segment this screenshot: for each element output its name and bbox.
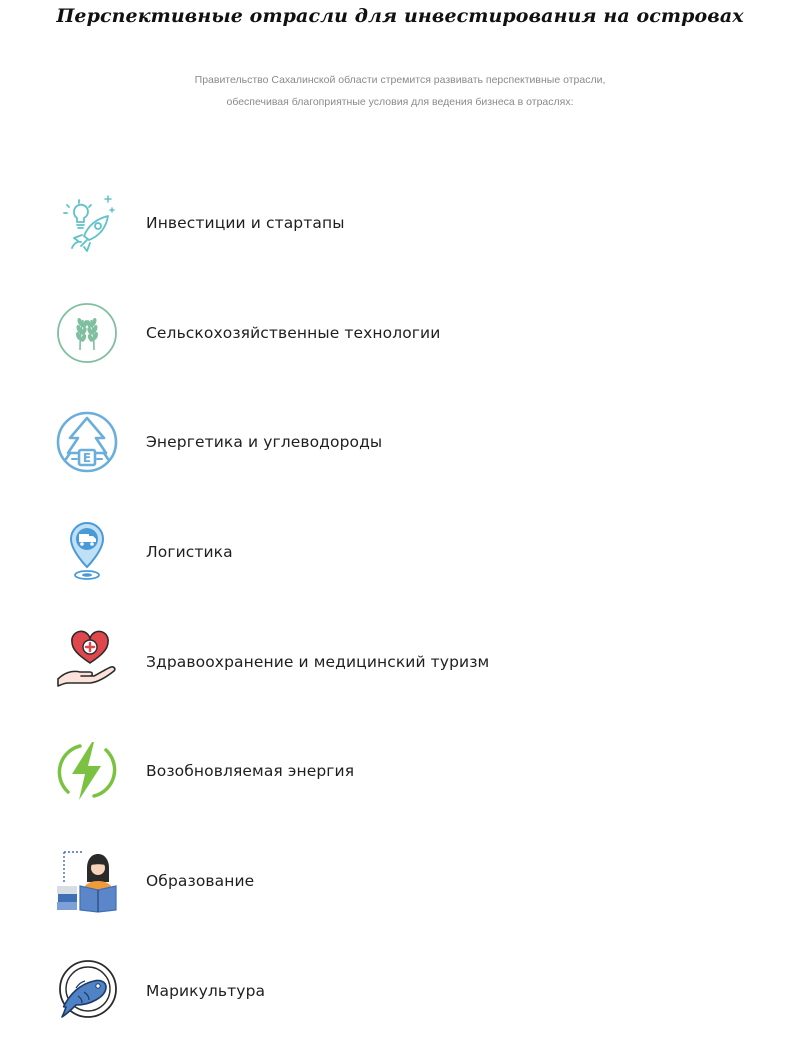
sector-agritech[interactable] [0,278,800,388]
svg-text:E: E [82,451,92,466]
sector-label: Энергетика и углеводороды [146,433,383,452]
sector-healthcare-medical-tourism[interactable] [0,607,800,717]
sector-label: Логистика [146,542,233,561]
heart-hand-icon [54,629,120,695]
sector-list [0,168,800,1046]
delivery-truck-pin-icon [54,519,120,585]
sector-label: Инвестиции и стартапы [146,213,345,232]
fish-plate-icon [54,958,120,1024]
sector-label: Здравоохранение и медицинский туризм [146,652,490,671]
sector-label: Возобновляемая энергия [146,762,355,781]
intro-line-2: обеспечивая благоприятные условия для ведения бизнеса в отраслях: [226,96,574,108]
energy-tower-icon [54,409,120,475]
page-title: Перспективные отрасли для инвестирования на островах [56,5,744,27]
intro-text [0,69,800,113]
sector-mariculture[interactable] [0,936,800,1046]
sector-education[interactable] [0,826,800,936]
sector-label: Сельскохозяйственные технологии [146,323,441,342]
rocket-lightbulb-icon [54,190,120,256]
student-reading-icon [54,848,120,914]
lightning-bolt-icon [54,738,120,804]
sector-logistics[interactable] [0,497,800,607]
sector-investments-startups[interactable] [0,168,800,278]
intro-line-1: Правительство Сахалинской области стремится развивать перспективные отрасли, [194,74,606,86]
sector-label: Марикультура [146,981,266,1000]
wheat-icon [54,300,120,366]
sector-energy-hydrocarbons[interactable] [0,387,800,497]
sector-renewable-energy[interactable] [0,716,800,826]
sector-label: Образование [146,871,255,890]
